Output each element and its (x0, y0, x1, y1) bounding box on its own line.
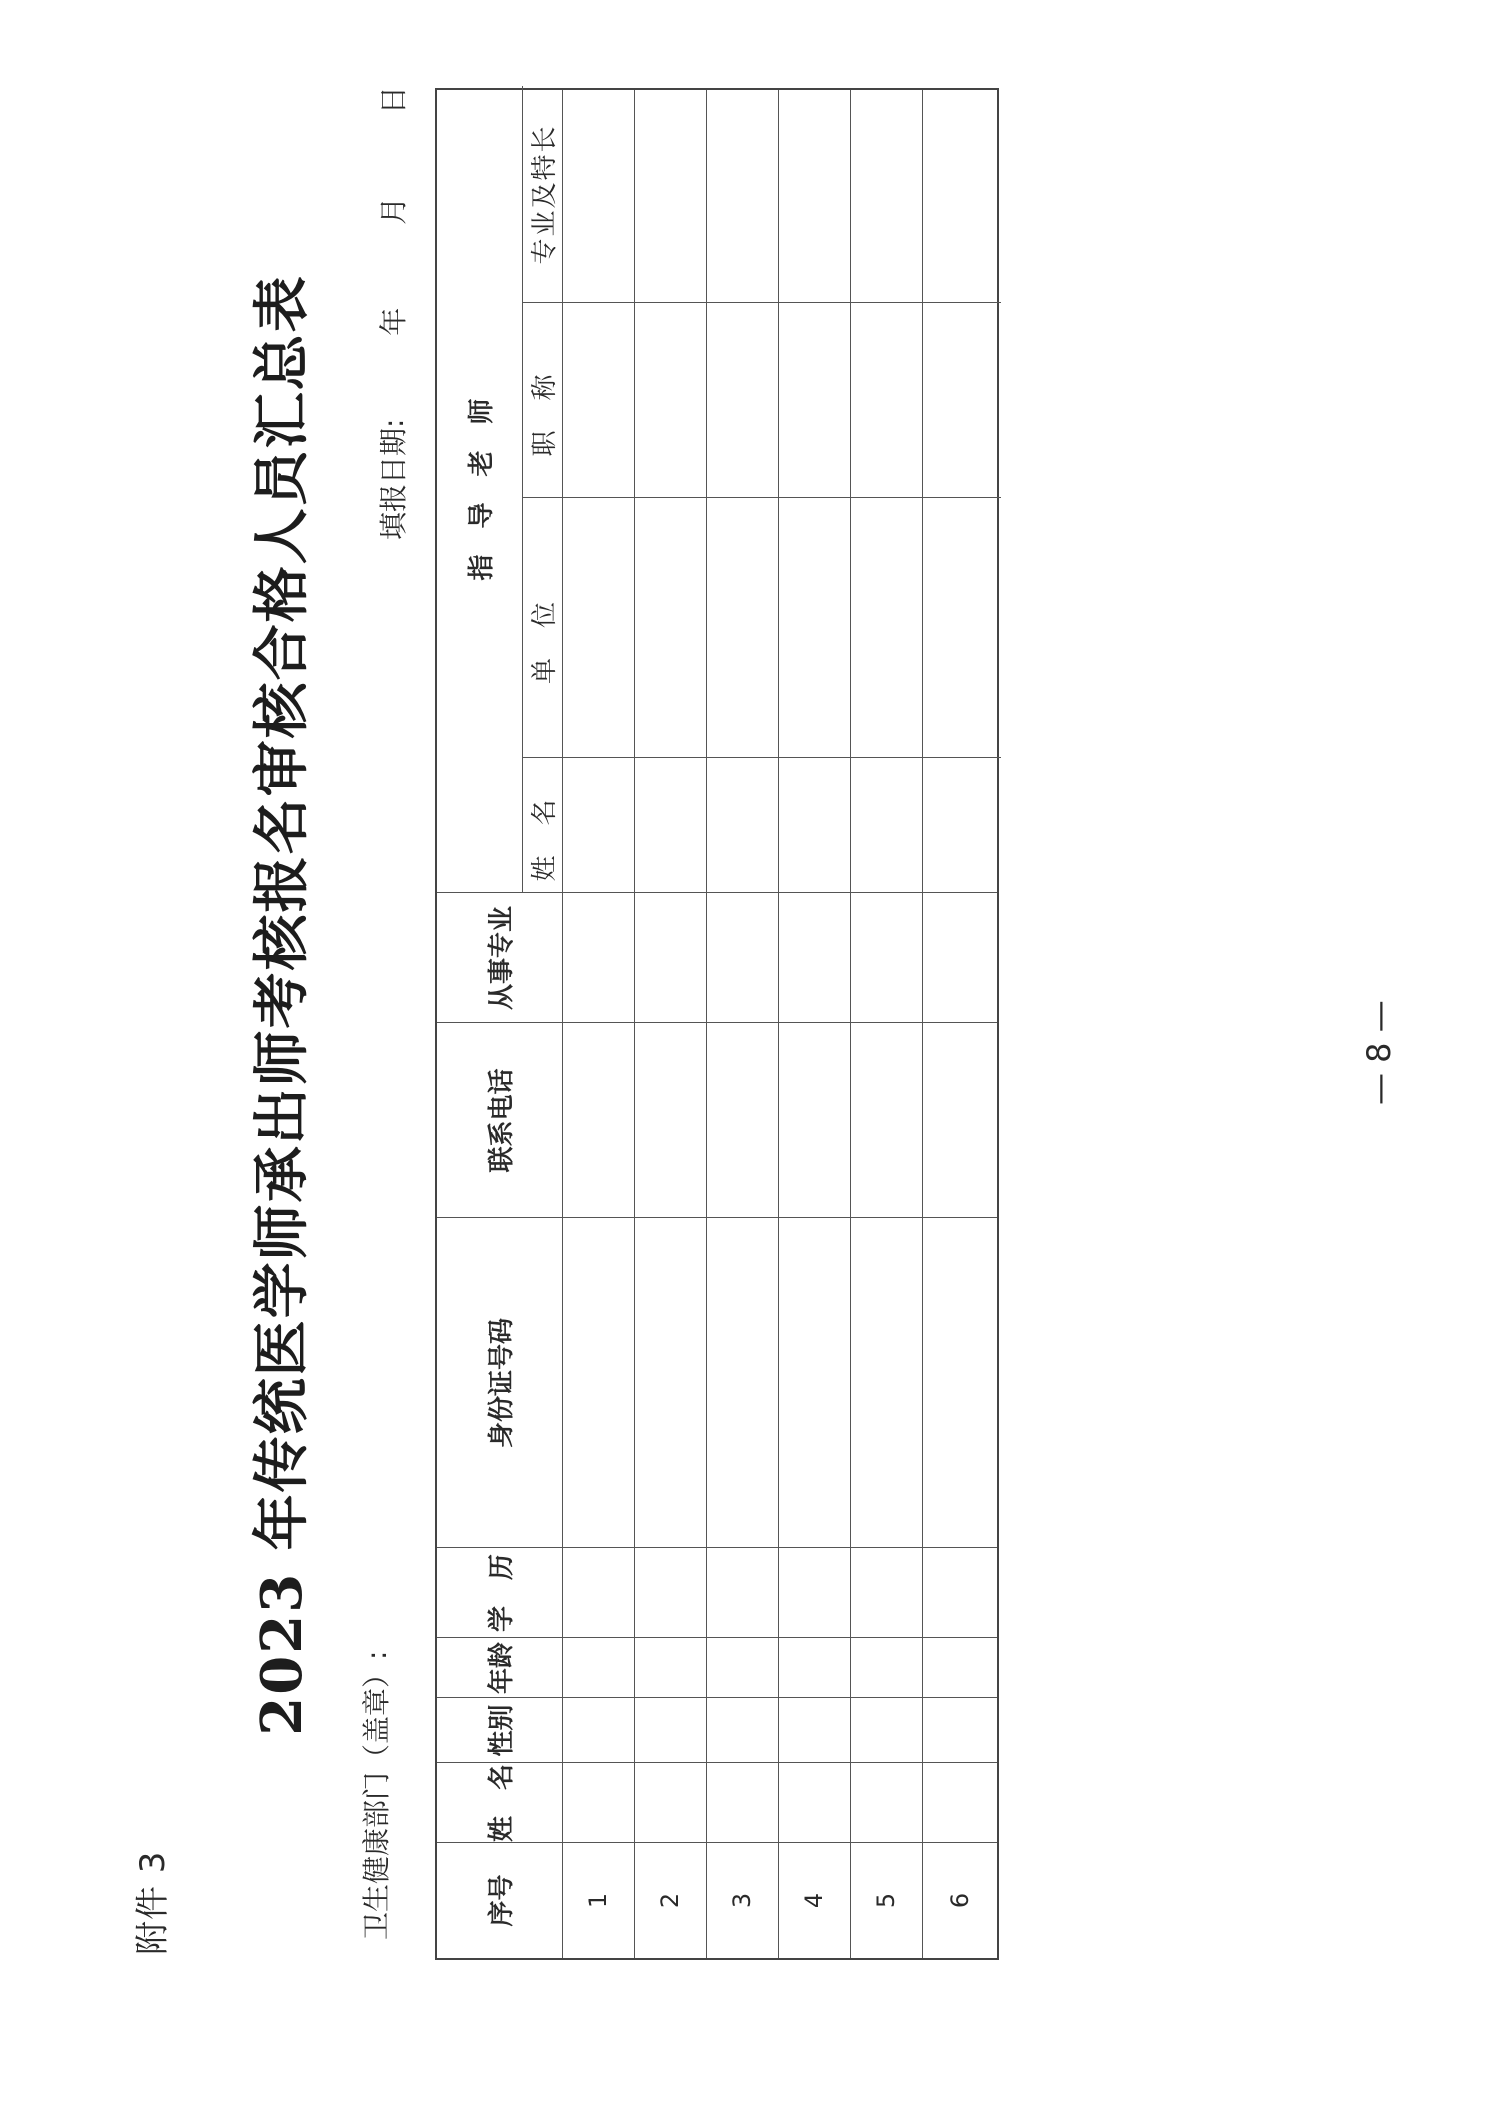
page-number: — 8 — (1360, 1000, 1398, 1105)
subheader-mentor-expertise: 专业及特长 (529, 124, 560, 265)
header-age: 年龄 (487, 1642, 517, 1695)
report-date-day: 日 (377, 86, 410, 115)
attachment-label: 附件 3 (133, 1850, 173, 1955)
header-name: 姓 名 (487, 1764, 517, 1843)
header-id-number: 身份证号码 (487, 1318, 517, 1449)
header-gender: 性别 (487, 1704, 517, 1757)
report-date-year: 年 (377, 307, 410, 336)
header-serial: 序号 (487, 1874, 517, 1927)
header-specialty: 从事专业 (487, 906, 517, 1011)
report-date-label: 填报日期: (377, 418, 410, 540)
summary-table (435, 88, 999, 1960)
row-number: 1 (584, 1892, 612, 1909)
subheader-mentor-title: 职称 (529, 344, 560, 457)
document-title: 2023 年传统医学师承出师考核报名审核合格人员汇总表 (249, 274, 315, 1736)
report-date-month: 月 (377, 196, 410, 225)
report-date (372, 86, 412, 540)
row-number: 3 (728, 1892, 756, 1909)
row-number: 4 (800, 1892, 828, 1909)
header-mentor: 指 导 老 师 (467, 398, 497, 581)
subheader-mentor-name: 姓名 (529, 769, 560, 882)
row-number: 2 (656, 1892, 684, 1909)
subheader-mentor-unit: 单位 (529, 572, 560, 685)
header-phone: 联系电话 (487, 1068, 517, 1173)
department-stamp-label: 卫生健康部门（盖章）: (360, 1650, 393, 1940)
row-number: 5 (872, 1892, 900, 1909)
row-number: 6 (945, 1892, 974, 1909)
header-education: 学 历 (487, 1554, 517, 1633)
